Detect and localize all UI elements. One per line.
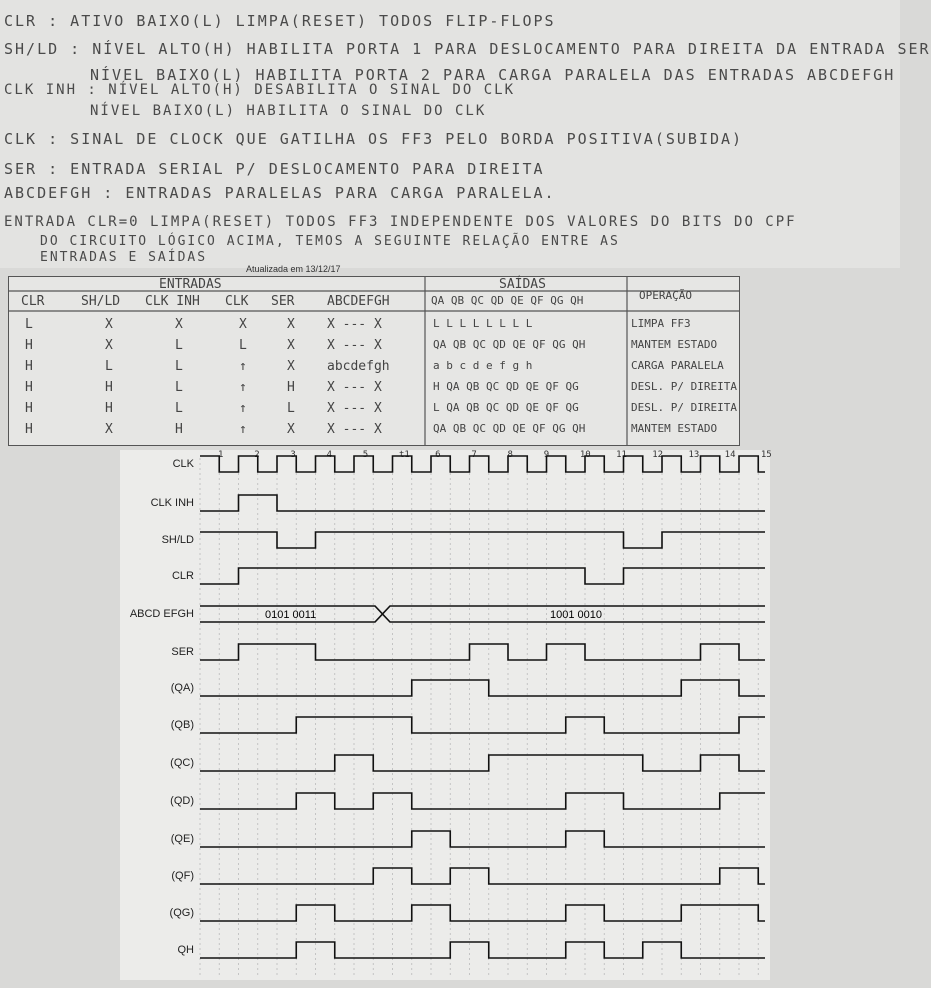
table-operation-cell: DESL. P/ DIREITA (631, 380, 737, 393)
waveform-qd (200, 793, 765, 809)
col-ser: SER (271, 294, 295, 309)
clock-number: 7 (471, 450, 477, 460)
signal-label: (QF) (171, 870, 194, 882)
signal-label: (QE) (170, 833, 194, 845)
note-clkinh-high: CLK INH : NÍVEL ALTO(H) DESABILITA O SINAL DO CLK (4, 82, 516, 98)
clock-number: 1 (218, 450, 224, 460)
clock-number: 15 (760, 450, 772, 460)
clock-number: 14 (724, 450, 736, 460)
header-operacao: OPERAÇÃO (639, 289, 692, 302)
signal-label: SER (171, 646, 194, 658)
table-cell: X --- X (327, 338, 382, 353)
signal-label: QH (177, 944, 194, 956)
clock-number: 2 (254, 450, 260, 460)
waveform-qg (200, 905, 765, 921)
col-outputs: QA QB QC QD QE QF QG QH (431, 294, 584, 307)
table-cell: X (105, 422, 113, 437)
table-cell: L (175, 380, 183, 395)
table-cell: L (175, 338, 183, 353)
table-cell: X (287, 422, 295, 437)
waveform-clr (200, 568, 765, 584)
waveform-qb (200, 717, 765, 733)
clock-number: 8 (507, 450, 513, 460)
table-operation-cell: MANTEM ESTADO (631, 422, 718, 435)
table-cell: ↑ (239, 422, 247, 437)
clock-number: 3 (290, 450, 296, 460)
note-relation-2: ENTRADAS E SAÍDAS (40, 250, 208, 265)
table-cell: X --- X (327, 401, 382, 416)
timing-diagram (120, 450, 770, 980)
header-saidas: SAÍDAS (499, 277, 546, 292)
table-cell: H (105, 401, 113, 416)
clock-number: 10 (579, 450, 591, 460)
table-cell: H (25, 359, 33, 374)
table-cell: X (287, 359, 295, 374)
waveform-qf (200, 868, 765, 884)
signal-label: (QG) (169, 907, 194, 919)
table-cell: X --- X (327, 317, 382, 332)
signal-label: (QA) (170, 682, 194, 694)
col-clk: CLK (225, 294, 249, 309)
note-abcdefgh: ABCDEFGH : ENTRADAS PARALELAS PARA CARGA PARALELA. (4, 184, 556, 202)
waveform-qc (200, 755, 765, 771)
waveform-clk (200, 456, 765, 472)
clock-number: 12 (652, 450, 664, 460)
table-operation-cell: CARGA PARALELA (631, 359, 724, 372)
table-output-cell: L L L L L L L L (433, 317, 533, 330)
note-clk: CLK : SINAL DE CLOCK QUE GATILHA OS FF3 PELO BORDA POSITIVA(SUBIDA) (4, 130, 744, 148)
signal-label: SH/LD (161, 534, 194, 546)
truth-table (8, 276, 740, 446)
waveform-clk-inh (200, 495, 765, 511)
table-cell: H (25, 380, 33, 395)
table-operation-cell: DESL. P/ DIREITA (631, 401, 737, 414)
waveform-qh (200, 942, 765, 958)
table-cell: ↑ (239, 380, 247, 395)
table-output-cell: L QA QB QC QD QE QF QG (433, 401, 579, 414)
table-cell: H (25, 338, 33, 353)
note-clr: CLR : ATIVO BAIXO(L) LIMPA(RESET) TODOS FLIP-FLOPS (4, 12, 556, 30)
bus-value-b: 1001 0010 (550, 609, 602, 621)
header-entradas: ENTRADAS (159, 277, 222, 292)
table-operation-cell: MANTEM ESTADO (631, 338, 718, 351)
waveform-ser (200, 644, 765, 660)
note-ser: SER : ENTRADA SERIAL P/ DESLOCAMENTO PARA DIREITA (4, 160, 545, 178)
note-shld-low: NÍVEL BAIXO(L) HABILITA PORTA 2 PARA CARGA PARALELA DAS ENTRADAS ABCDEFGH (90, 66, 896, 84)
table-cell: X (175, 317, 183, 332)
table-cell: H (25, 401, 33, 416)
table-output-cell: H QA QB QC QD QE QF QG (433, 380, 579, 393)
table-cell: X (239, 317, 247, 332)
table-cell: H (105, 380, 113, 395)
table-output-cell: QA QB QC QD QE QF QG QH (433, 338, 586, 351)
table-cell: ↑ (239, 401, 247, 416)
col-clkinh: CLK INH (145, 294, 200, 309)
table-cell: L (175, 359, 183, 374)
clock-number: 11 (616, 450, 627, 460)
note-clr-zero: ENTRADA CLR=0 LIMPA(RESET) TODOS FF3 INDEPENDENTE DOS VALORES DO BITS DO CPF (4, 214, 797, 230)
waveform-qe (200, 831, 765, 847)
table-cell: ↑ (239, 359, 247, 374)
col-abcdefgh: ABCDEFGH (327, 294, 390, 309)
table-cell: X (287, 338, 295, 353)
signal-label: (QB) (170, 719, 194, 731)
clock-number: 5 (362, 450, 369, 460)
table-output-cell: QA QB QC QD QE QF QG QH (433, 422, 586, 435)
note-clkinh-low: NÍVEL BAIXO(L) HABILITA O SINAL DO CLK (90, 103, 487, 119)
col-shld: SH/LD (81, 294, 121, 309)
signal-label: (QD) (170, 795, 194, 807)
signal-label: CLK INH (150, 497, 194, 509)
table-cell: H (287, 380, 295, 395)
table-cell: H (25, 422, 33, 437)
clock-number: t1 (398, 450, 410, 460)
table-operation-cell: LIMPA FF3 (631, 317, 691, 330)
signal-label: ABCD EFGH (129, 608, 194, 620)
clock-number: 4 (326, 450, 332, 460)
bus-value-a: 0101 0011 (265, 609, 317, 621)
signal-label: (QC) (170, 757, 194, 769)
waveform-sh-ld (200, 532, 765, 548)
note-shld-high: SH/LD : NÍVEL ALTO(H) HABILITA PORTA 1 PARA DESLOCAMENTO PARA DIREITA DA ENTRADA SER (4, 40, 931, 58)
clock-number: 9 (543, 450, 550, 460)
table-cell: L (175, 401, 183, 416)
table-cell: L (105, 359, 113, 374)
signal-label: CLR (171, 570, 194, 582)
table-cell: X --- X (327, 422, 382, 437)
table-cell: X (105, 317, 113, 332)
waveform-qa (200, 680, 765, 696)
signal-label: CLK (172, 458, 194, 470)
clock-number: 6 (435, 450, 441, 460)
timing-waveforms (120, 450, 770, 980)
table-cell: H (175, 422, 183, 437)
table-cell: L (287, 401, 295, 416)
table-cell: abcdefgh (327, 359, 390, 374)
table-cell: X (287, 317, 295, 332)
clock-number: 13 (688, 450, 700, 460)
col-clr: CLR (21, 294, 45, 309)
table-output-cell: a b c d e f g h (433, 359, 533, 372)
table-cell: L (239, 338, 247, 353)
handwritten-notes (0, 0, 931, 274)
note-relation: DO CIRCUITO LÓGICO ACIMA, TEMOS A SEGUINTE RELAÇÃO ENTRE AS (40, 234, 620, 249)
update-stamp: Atualizada em 13/12/17 (246, 264, 341, 274)
table-cell: X --- X (327, 380, 382, 395)
table-cell: X (105, 338, 113, 353)
table-cell: L (25, 317, 33, 332)
